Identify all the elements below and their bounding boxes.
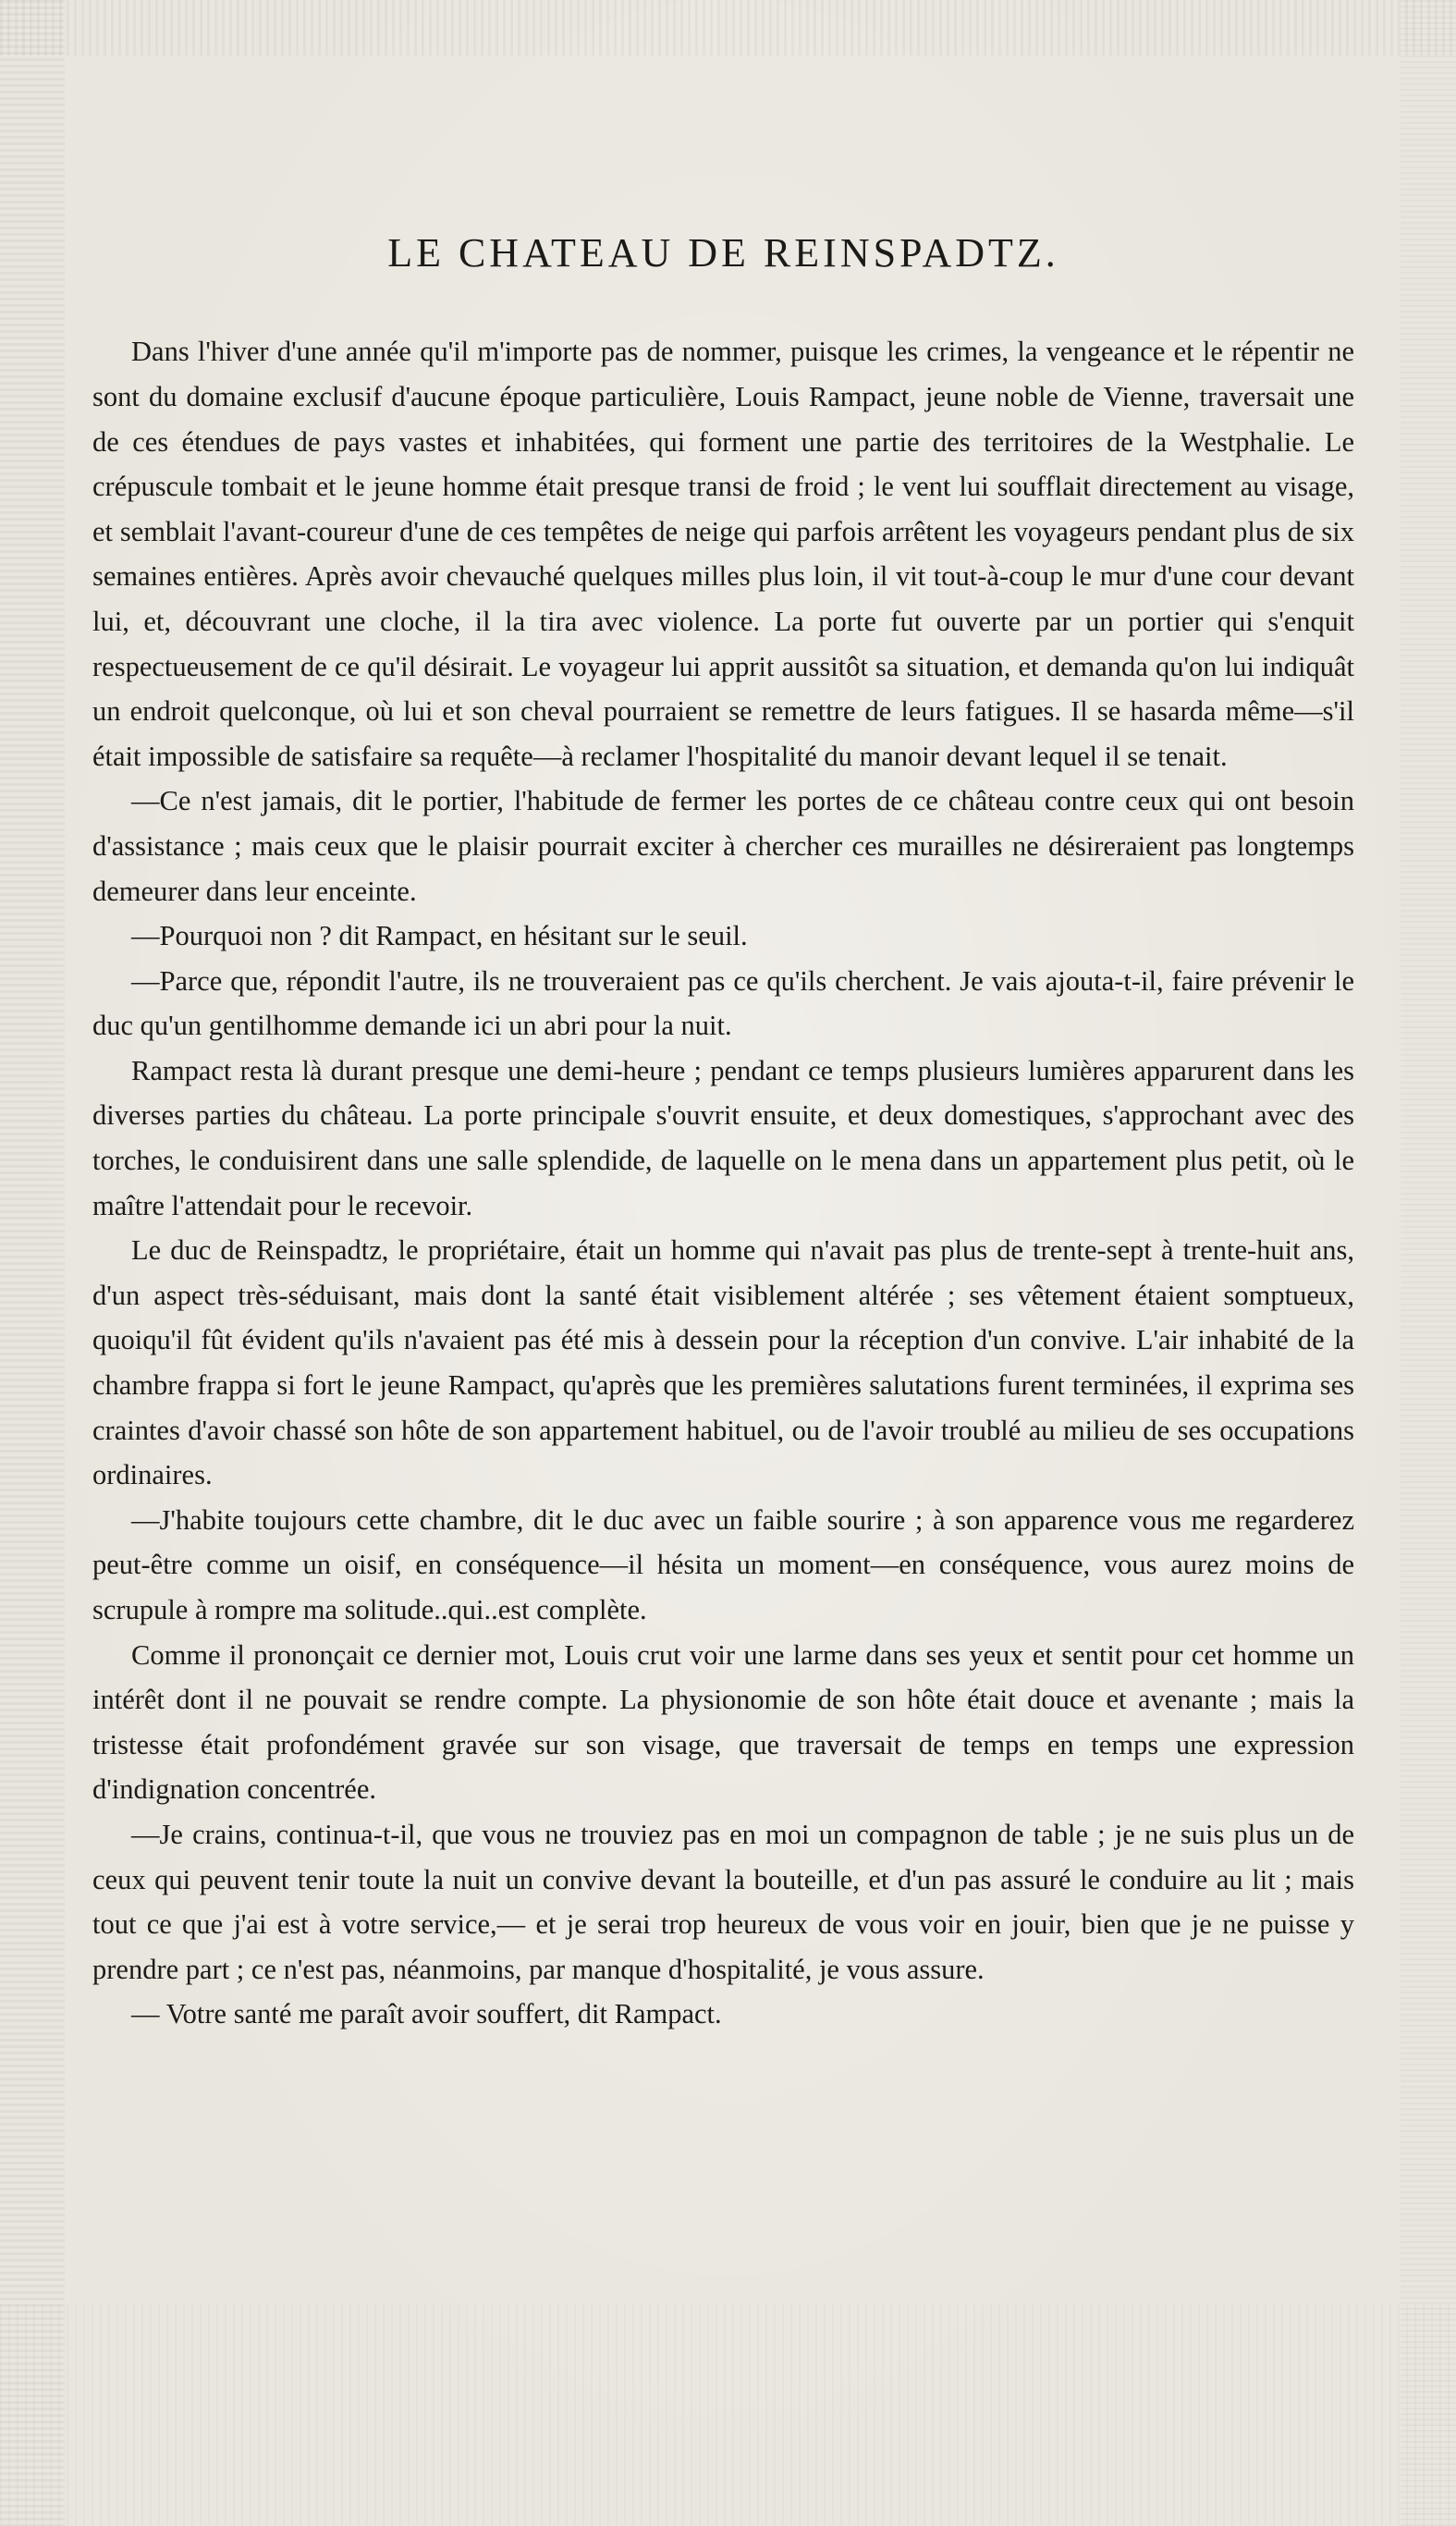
article-title: LE CHATEAU DE REINSPADTZ. (387, 230, 1059, 276)
paragraph: —Parce que, répondit l'autre, ils ne trouveraient pas ce qu'ils cherchent. Je vais ajouta-t-il, faire prévenir le duc qu'un gentilhomme demande ici un abri pour la nuit. (92, 964, 1354, 1042)
paragraph: Dans l'hiver d'une année qu'il m'importe pas de nommer, puisque les crimes, la vengeance et le répentir ne sont du domaine exclusif d'aucune époque particulière, Louis Rampact, jeune noble de Vienne, traversait une de ces étendues de pays vastes et inhabitées, qui forment une partie des territoires de la Westphalie. Le crépuscule tombait et le jeune homme était presque transi de froid ; le vent lui soufflait directement au visage, et semblait l'avant-coureur d'une de ces tempêtes de neige qui parfois arrêtent les voyageurs pendant plus de six semaines entières. Après avoir chevauché quelques milles plus loin, il vit tout-à-coup le mur d'une cour devant lui, et, découvrant une cloche, il la tira avec violence. La porte fut ouverte par un portier qui s'enquit respectueusement de ce qu'il désirait. Le voyageur lui apprit aussitôt sa situation, et demanda qu'on lui indiquât un endroit quelconque, où lui et son cheval pourraient se remettre de leurs fatigues. Il se hasarda même—s'il était impossible de satisfaire sa requête—à reclamer l'hospitalité du manoir devant lequel il se tenait. (92, 336, 1354, 772)
paragraph: Le duc de Reinspadtz, le propriétaire, était un homme qui n'avait pas plus de trente-sept à trente-huit ans, d'un aspect très-séduisant, mais dont la santé était visiblement altérée ; ses vêtement étaient somptueux, quoiqu'il fût évident qu'ils n'avaient pas été mis à dessein pour la réception d'un convive. L'air inhabité de la chambre frappa si fort le jeune Rampact, qu'après que les premières salutations furent terminées, il exprima ses craintes d'avoir chassé son hôte de son appartement habituel, ou de l'avoir troublé au milieu de ses occupations ordinaires. (92, 1234, 1354, 1491)
scan-noise-bottom (0, 2304, 1456, 2526)
paragraph: —J'habite toujours cette chambre, dit le duc avec un faible sourire ; à son apparence vous me regarderez peut-être comme un oisif, en conséquence—il hésita un moment—en conséquence, vous aurez moins de scrupule à rompre ma solitude..qui..est complète. (92, 1503, 1354, 1626)
paragraph: —Ce n'est jamais, dit le portier, l'habitude de fermer les portes de ce château contre ceux qui ont besoin d'assistance ; mais ceux que le plaisir pourrait exciter à chercher ces murailles ne désireraient pas longtemps demeurer dans leur enceinte. (92, 785, 1354, 907)
paragraph: Comme il prononçait ce dernier mot, Louis crut voir une larme dans ses yeux et sentit pour cet homme un intérêt dont il ne pouvait se rendre compte. La physionomie de son hôte était douce et avenante ; mais la tristesse était profondément gravée sur son visage, que traversait de temps en temps une expression d'indignation concentrée. (92, 1638, 1354, 1806)
paragraph: —Pourquoi non ? dit Rampact, en hésitant sur le seuil. (131, 920, 748, 952)
scan-noise-top (0, 0, 1456, 55)
scan-noise-left (0, 0, 65, 2526)
article (92, 231, 1354, 2037)
paragraph: Rampact resta là durant presque une demi-heure ; pendant ce temps plusieurs lumières apparurent dans les diverses parties du château. La porte principale s'ouvrit ensuite, et deux domestiques, s'approchant avec des torches, le conduisirent dans une salle splendide, de laquelle on le mena dans un appartement plus petit, où le maître l'attendait pour le recevoir. (92, 1054, 1354, 1221)
paragraph: —Je crains, continua-t-il, que vous ne trouviez pas en moi un compagnon de table ; je ne suis plus un de ceux qui peuvent tenir toute la nuit un convive devant la bouteille, et d'un pas assuré le conduire au lit ; mais tout ce que j'ai est à votre service,— et je serai trop heureux de vous voir en jouir, bien que je ne puisse y prendre part ; ce n'est pas, néanmoins, par manque d'hospitalité, je vous assure. (92, 1818, 1354, 1985)
scan-noise-right (1401, 0, 1456, 2526)
paragraph: — Votre santé me paraît avoir souffert, dit Rampact. (131, 1998, 722, 2030)
